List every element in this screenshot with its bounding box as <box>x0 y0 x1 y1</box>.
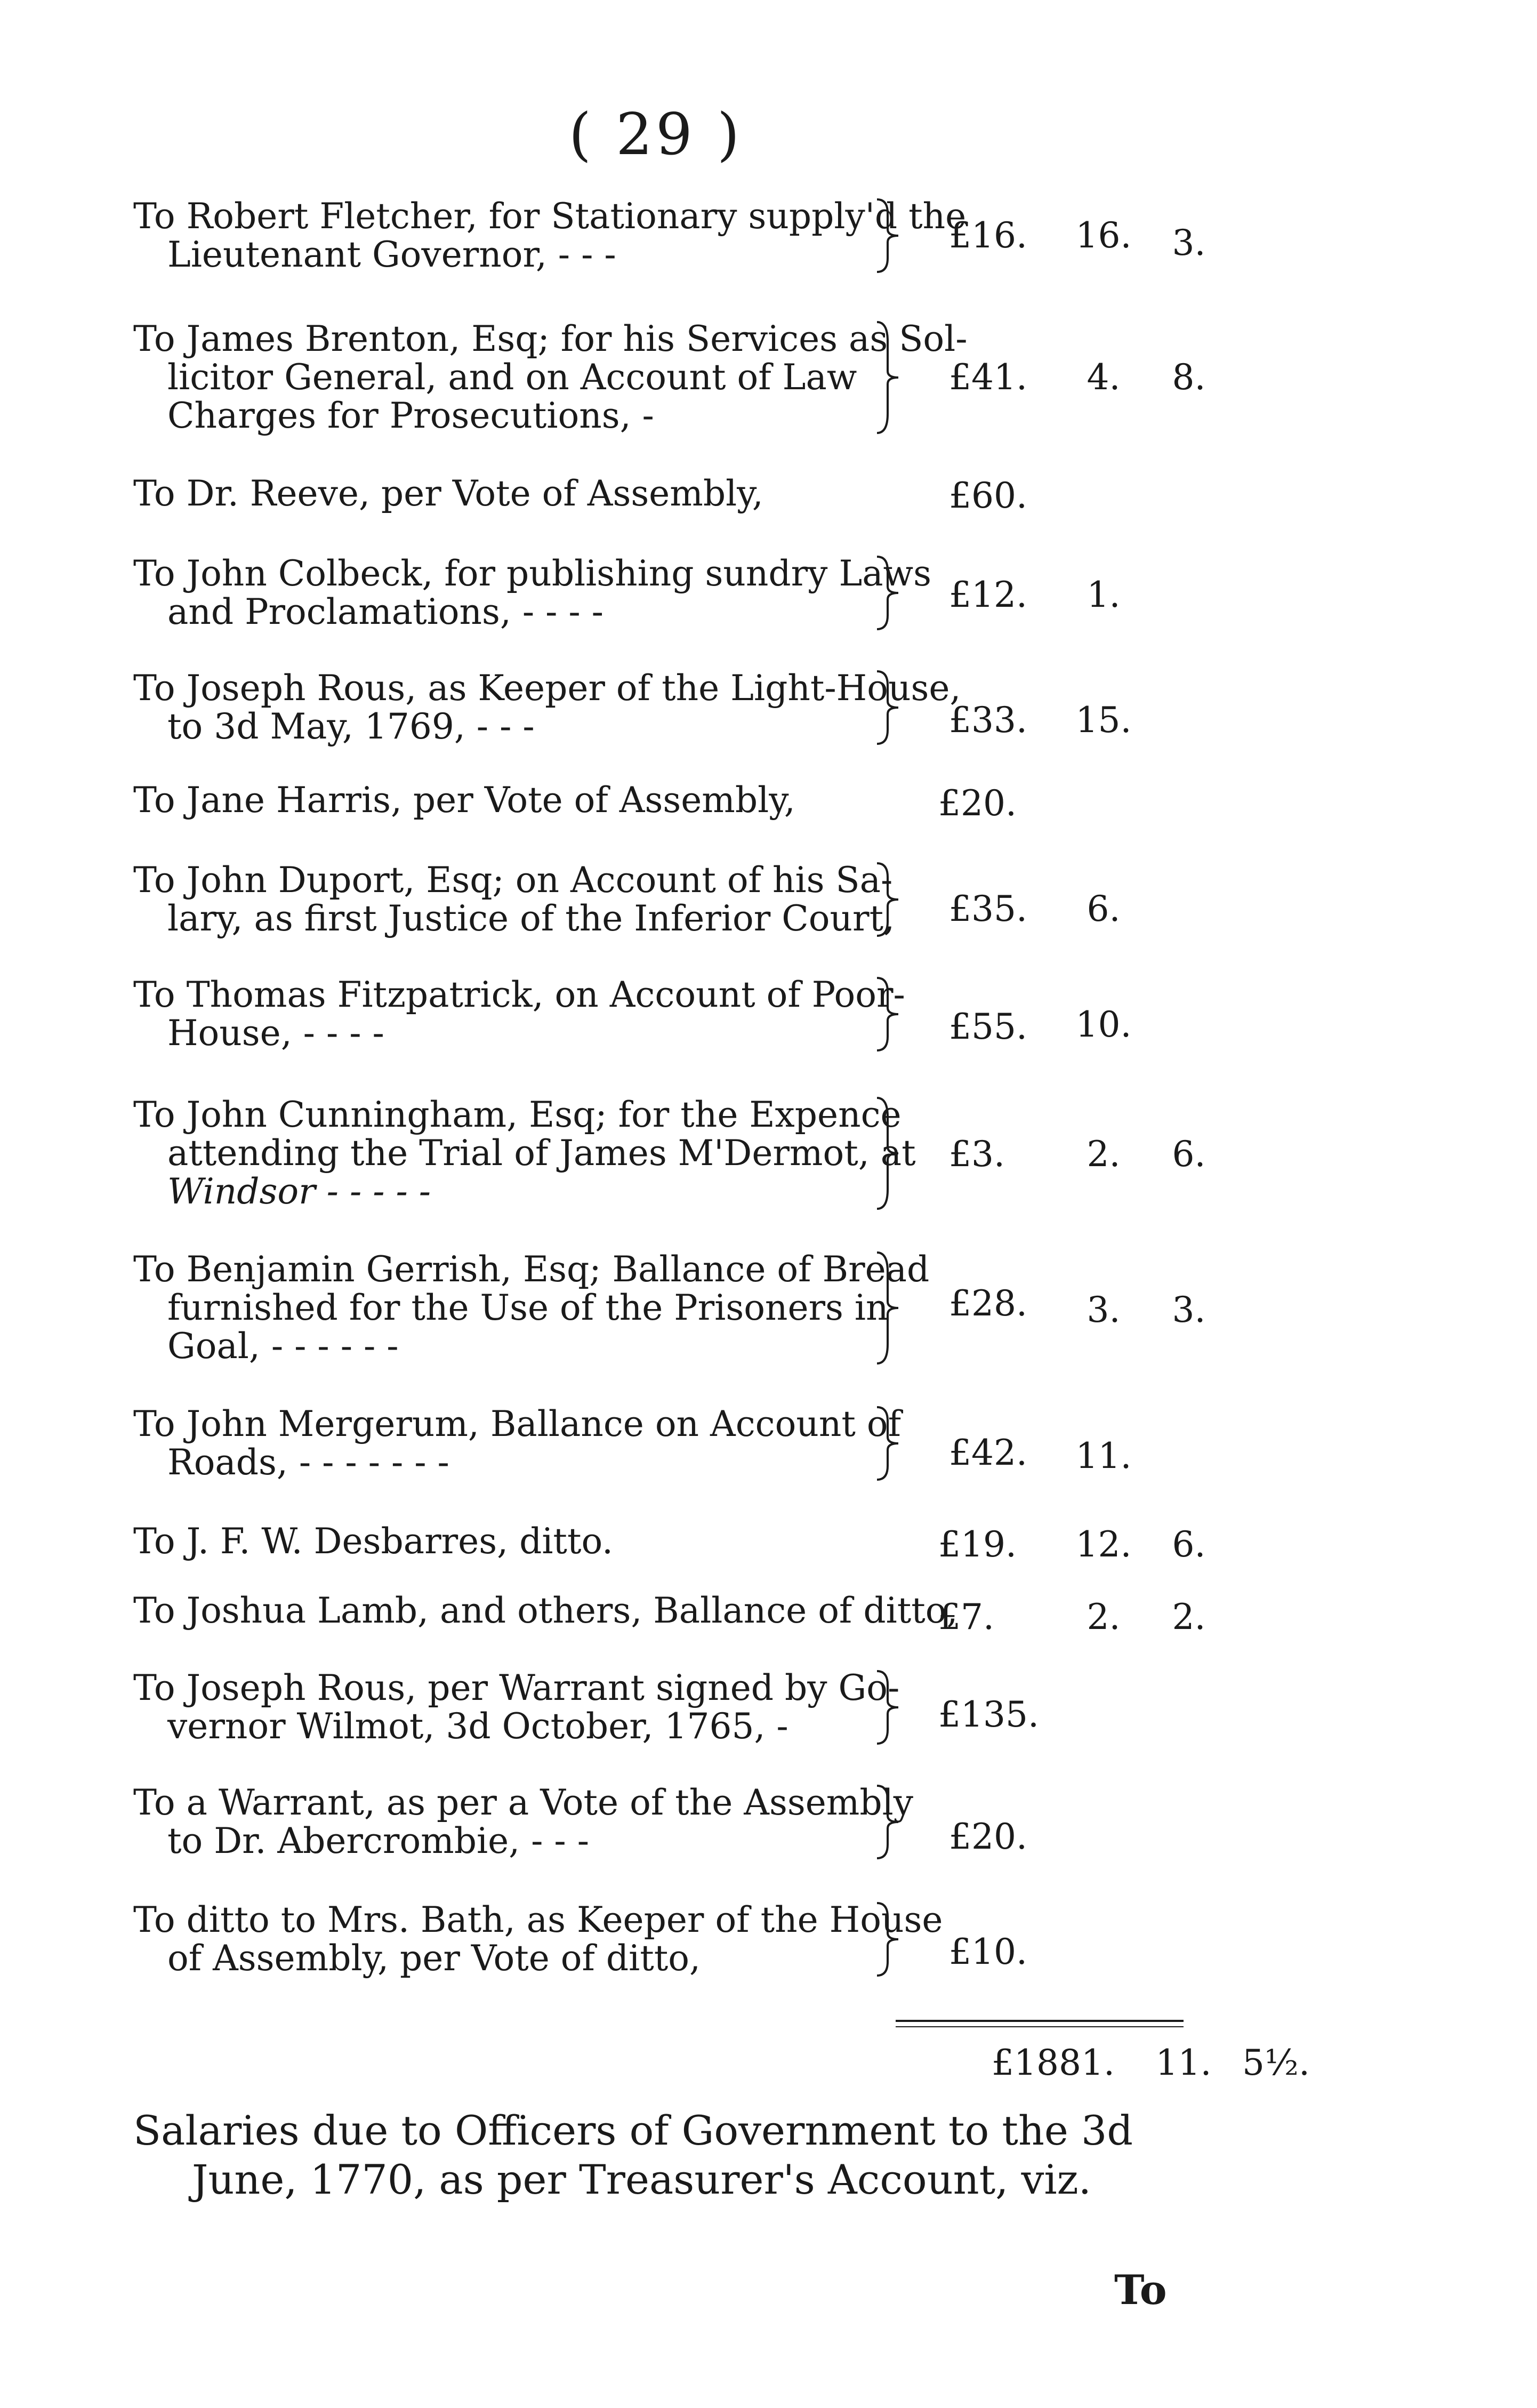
brace-icon <box>874 197 906 274</box>
amount-pounds: £19. <box>938 1524 1017 1565</box>
amount-pounds: £41. <box>949 357 1027 398</box>
total-rule <box>896 2026 1184 2027</box>
entry-description <box>133 781 874 820</box>
total-pence: 5½. <box>1242 2042 1310 2083</box>
account-entry <box>133 781 1466 824</box>
entry-line: To ditto to Mrs. Bath, as Keeper of the House <box>133 1899 943 1940</box>
entry-line: To Dr. Reeve, per Vote of Assembly, <box>133 473 763 514</box>
amount-shillings: 3. <box>1087 1289 1121 1330</box>
amount-pounds: £16. <box>949 215 1027 256</box>
entry-line: To James Brenton, Esq; for his Services as Sol- <box>133 318 968 359</box>
account-entry <box>133 555 1466 635</box>
entry-description <box>133 1667 900 1747</box>
brace-icon <box>874 1784 906 1860</box>
account-entry <box>133 1590 1466 1638</box>
amount-pence: 3. <box>1172 1289 1206 1330</box>
amount-pounds: £35. <box>949 888 1027 929</box>
entry-line: to Dr. Abercrombie, - - - <box>167 1820 590 1861</box>
account-entry <box>133 1522 1466 1565</box>
amount-shillings: 12. <box>1075 1524 1132 1565</box>
heading-line: June, 1770, as per Treasurer's Account, viz. <box>192 2156 1091 2203</box>
entry-line: To Thomas Fitzpatrick, on Account of Poor- <box>133 974 905 1015</box>
amount-shillings: 16. <box>1075 215 1132 256</box>
account-entry <box>133 475 1466 517</box>
amount-pounds: £10. <box>949 1931 1027 1972</box>
entry-description <box>133 475 874 513</box>
entry-description <box>133 1094 916 1212</box>
entry-line: To Robert Fletcher, for Stationary supply'd the <box>133 196 967 237</box>
entry-line: attending the Trial of James M'Dermot, at <box>167 1133 916 1174</box>
amount-pence: 6. <box>1172 1524 1206 1565</box>
account-entry <box>133 1669 1466 1749</box>
amount-pence: 3. <box>1172 222 1206 263</box>
account-entry <box>133 320 1466 437</box>
page-number: ( 29 ) <box>568 101 743 168</box>
amount-shillings: 6. <box>1087 888 1121 929</box>
amount-shillings: 2. <box>1087 1134 1121 1175</box>
entry-line: to 3d May, 1769, - - - <box>167 706 535 747</box>
total-shillings: 11. <box>1155 2042 1212 2083</box>
brace-icon <box>874 1901 906 1978</box>
entry-line: To Benjamin Gerrish, Esq; Ballance of Bread <box>133 1249 930 1290</box>
brace-icon <box>874 555 906 631</box>
entry-description <box>133 196 967 275</box>
entry-line: Windsor - - - - - <box>167 1171 431 1212</box>
amount-shillings: 10. <box>1075 1004 1132 1045</box>
brace-icon <box>874 669 906 746</box>
brace-icon <box>874 861 906 938</box>
amount-shillings: 2. <box>1087 1596 1121 1638</box>
account-entry <box>133 1250 1466 1368</box>
entry-line: To Joseph Rous, as Keeper of the Light-House, <box>133 668 961 709</box>
amount-pence: 2. <box>1172 1596 1206 1638</box>
amount-pence: 8. <box>1172 357 1206 398</box>
total-rule <box>896 2020 1184 2022</box>
amount-pounds: £20. <box>938 783 1017 824</box>
amount-pounds: £135. <box>938 1694 1039 1735</box>
amount-shillings: 15. <box>1075 700 1132 741</box>
entry-line: furnished for the Use of the Prisoners in <box>167 1287 889 1328</box>
entry-description <box>133 318 968 436</box>
entry-description <box>133 860 895 939</box>
entry-line: To Joseph Rous, per Warrant signed by Go- <box>133 1667 900 1708</box>
brace-icon <box>874 1250 906 1366</box>
brace-icon <box>874 976 906 1053</box>
entry-line: Lieutenant Governor, - - - <box>167 234 616 275</box>
entry-line: To J. F. W. Desbarres, ditto. <box>133 1521 614 1562</box>
amount-pounds: £42. <box>949 1432 1027 1473</box>
brace-icon <box>874 1096 906 1211</box>
entry-line: To Joshua Lamb, and others, Ballance of ditto, <box>133 1590 958 1631</box>
amount-pounds: £12. <box>949 574 1027 615</box>
entry-line: vernor Wilmot, 3d October, 1765, - <box>167 1706 788 1747</box>
heading-line: Salaries due to Officers of Government to the 3d <box>133 2107 1133 2154</box>
amount-pounds: £33. <box>949 700 1027 741</box>
amount-pounds: £20. <box>949 1816 1027 1857</box>
section-heading <box>133 2106 1200 2204</box>
brace-icon <box>874 1405 906 1482</box>
account-entry <box>133 1096 1466 1213</box>
entry-description <box>133 1522 874 1561</box>
catchword: To <box>1114 2266 1167 2314</box>
account-entry <box>133 861 1466 941</box>
entry-line: Charges for Prosecutions, - <box>167 395 654 436</box>
brace-icon <box>874 1669 906 1746</box>
account-entry <box>133 1901 1466 1981</box>
entry-line: lary, as first Justice of the Inferior Court, <box>167 898 895 939</box>
account-entry <box>133 669 1466 749</box>
entry-line: To Jane Harris, per Vote of Assembly, <box>133 780 795 821</box>
entry-description <box>133 1249 930 1367</box>
total-pounds: £1881. <box>992 2042 1115 2083</box>
entry-description <box>133 553 931 632</box>
account-entry <box>133 1405 1466 1485</box>
entry-description <box>133 974 905 1054</box>
entry-description <box>133 1782 913 1861</box>
entry-description <box>133 668 961 747</box>
brace-icon <box>874 320 906 435</box>
entry-line: Roads, - - - - - - - <box>167 1442 449 1483</box>
entry-line: To John Cunningham, Esq; for the Expence <box>133 1094 902 1135</box>
amount-pounds: £7. <box>938 1596 994 1638</box>
amount-pence: 6. <box>1172 1134 1206 1175</box>
amount-shillings: 4. <box>1087 357 1121 398</box>
entry-description <box>133 1403 902 1483</box>
entry-line: licitor General, and on Account of Law <box>167 357 857 398</box>
entry-line: Goal, - - - - - - <box>167 1326 399 1367</box>
amount-pounds: £28. <box>949 1283 1027 1324</box>
account-entry <box>133 1784 1466 1864</box>
entry-description <box>133 1590 958 1631</box>
account-total <box>133 2042 1466 2085</box>
entry-line: and Proclamations, - - - - <box>167 591 603 632</box>
entry-line: of Assembly, per Vote of ditto, <box>167 1938 701 1979</box>
account-entry <box>133 976 1466 1056</box>
entry-description <box>133 1899 943 1979</box>
entry-line: To John Colbeck, for publishing sundry Laws <box>133 553 931 594</box>
amount-shillings: 11. <box>1075 1435 1132 1476</box>
entry-line: To John Duport, Esq; on Account of his Sa- <box>133 860 893 901</box>
amount-pounds: £55. <box>949 1006 1027 1047</box>
amount-pounds: £60. <box>949 475 1027 516</box>
entry-line: To a Warrant, as per a Vote of the Assembly <box>133 1782 913 1823</box>
entry-line: To John Mergerum, Ballance on Account of <box>133 1403 902 1444</box>
entry-line: House, - - - - <box>167 1013 384 1054</box>
amount-pounds: £3. <box>949 1134 1005 1175</box>
account-entry <box>133 197 1466 277</box>
amount-shillings: 1. <box>1087 574 1121 615</box>
